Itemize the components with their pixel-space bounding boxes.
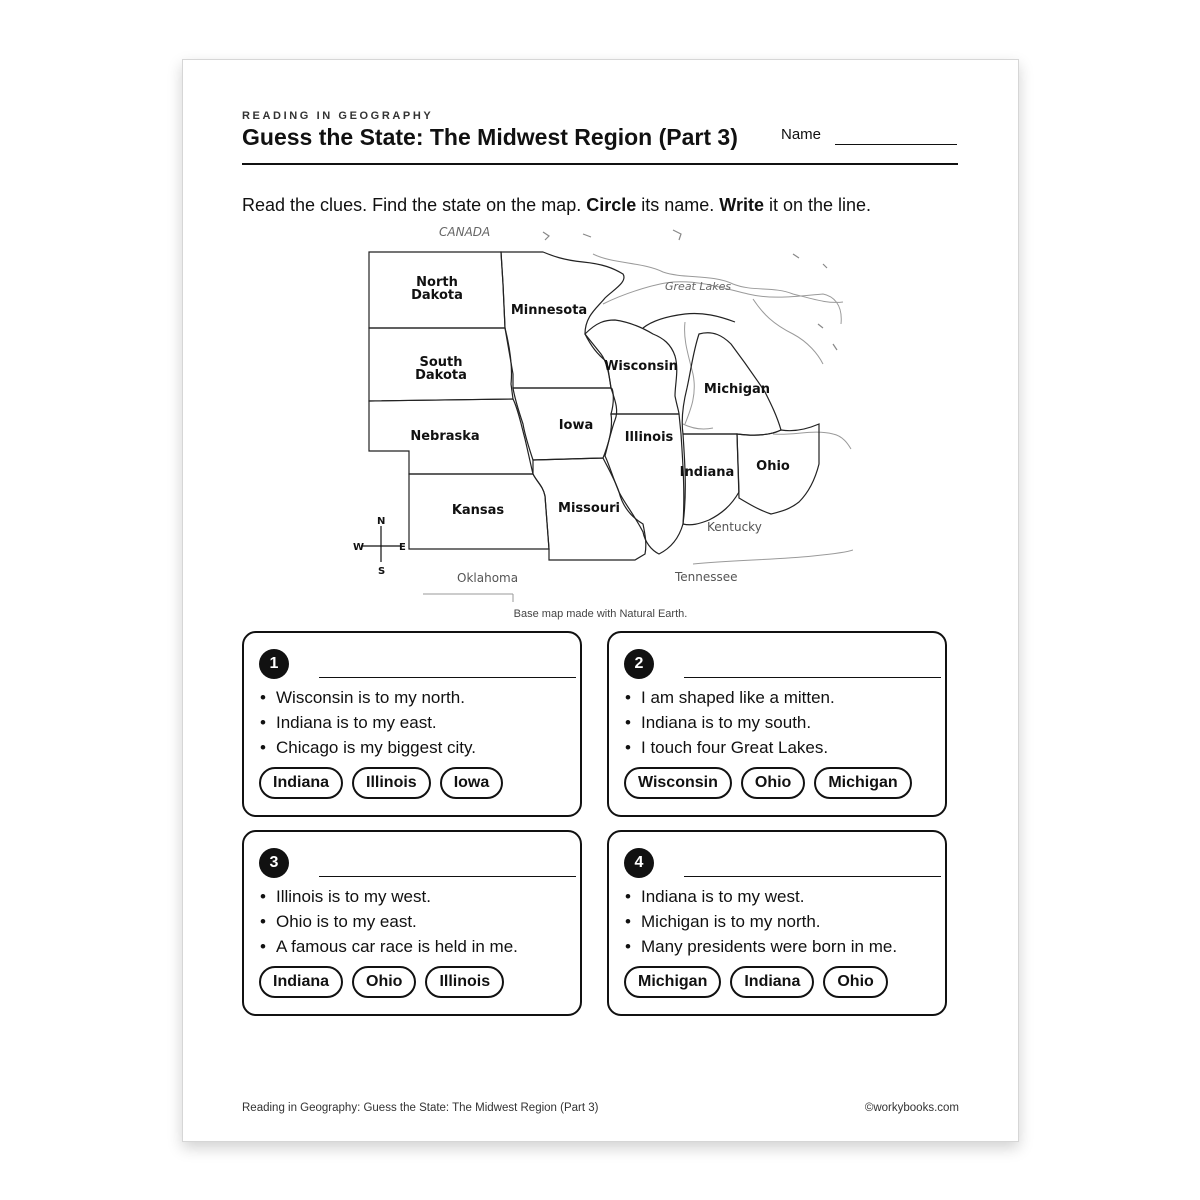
clue-card-1: [242, 631, 582, 817]
card-number-badge: 2: [624, 649, 654, 679]
map-label-missouri: Missouri: [558, 501, 620, 516]
map-label-canada: CANADA: [439, 225, 491, 239]
map-label-north-dakota-1: North: [416, 275, 458, 290]
card-number-badge: 4: [624, 848, 654, 878]
worksheet-title: Guess the State: The Midwest Region (Part 3): [242, 124, 738, 150]
clue-list: [260, 884, 518, 959]
header-divider: [242, 163, 958, 165]
answer-line[interactable]: [684, 677, 941, 678]
map-label-michigan: Michigan: [703, 382, 771, 397]
clue-item: • Illinois is to my west.: [260, 887, 431, 906]
card-number-badge: 1: [259, 649, 289, 679]
map-credit: Base map made with Natural Earth.: [513, 608, 688, 620]
choice-row: [259, 966, 504, 998]
choice-row: [624, 767, 912, 799]
choice-pill-iowa[interactable]: Iowa: [440, 767, 504, 799]
instructions-text-1: Read the clues. Find the state on the map.: [242, 195, 587, 215]
choice-pill-illinois[interactable]: Illinois: [425, 966, 504, 998]
instructions-circle-word: Circle: [586, 195, 637, 215]
worksheet-kicker: READING IN GEOGRAPHY: [242, 110, 434, 122]
clue-list: [260, 685, 476, 760]
map-label-iowa: Iowa: [558, 418, 594, 433]
compass-s: S: [378, 566, 386, 577]
clue-item: • Michigan is to my north.: [625, 912, 821, 931]
map-label-south-dakota-2: Dakota: [415, 368, 467, 383]
choice-pill-ohio[interactable]: Ohio: [352, 966, 416, 998]
choice-pill-ohio[interactable]: Ohio: [823, 966, 887, 998]
instructions-write-word: Write: [719, 195, 764, 215]
midwest-map: [353, 224, 853, 602]
map-label-north-dakota-2: Dakota: [411, 288, 463, 303]
choice-pill-wisconsin[interactable]: Wisconsin: [624, 767, 732, 799]
map-label-ohio: Ohio: [756, 459, 790, 474]
choice-pill-indiana[interactable]: Indiana: [730, 966, 814, 998]
clue-item: • Indiana is to my west.: [625, 887, 805, 906]
map-label-illinois: Illinois: [624, 430, 674, 445]
map-label-great-lakes: Great Lakes: [665, 280, 732, 293]
compass-n: N: [377, 516, 386, 527]
clue-item: • Chicago is my biggest city.: [260, 738, 476, 757]
map-label-minnesota: Minnesota: [510, 303, 588, 318]
worksheet-page: [182, 59, 1019, 1142]
choice-row: [624, 966, 888, 998]
clue-list: [625, 685, 835, 760]
clue-list: [625, 884, 897, 959]
instructions-text-3: it on the line.: [763, 195, 872, 215]
map-label-kansas: Kansas: [451, 503, 505, 518]
card-number-badge: 3: [259, 848, 289, 878]
map-label-kentucky: Kentucky: [707, 520, 762, 534]
clue-card-4: [607, 830, 947, 1016]
map-label-nebraska: Nebraska: [410, 429, 480, 444]
compass-e: E: [399, 542, 406, 553]
footer-title: Reading in Geography: Guess the State: The Midwest Region (Part 3): [242, 1102, 599, 1114]
clue-item: • I am shaped like a mitten.: [625, 688, 835, 707]
clue-card-3: [242, 830, 582, 1016]
clue-item: • Wisconsin is to my north.: [260, 688, 465, 707]
map-label-indiana: Indiana: [679, 465, 735, 480]
answer-line[interactable]: [319, 876, 576, 877]
answer-line[interactable]: [319, 677, 576, 678]
choice-pill-indiana[interactable]: Indiana: [259, 966, 343, 998]
clue-item: • Indiana is to my east.: [260, 713, 437, 732]
clue-item: • I touch four Great Lakes.: [625, 738, 829, 757]
clue-item: • Indiana is to my south.: [625, 713, 812, 732]
clue-card-2: [607, 631, 947, 817]
clue-item: • A famous car race is held in me.: [260, 937, 518, 956]
map-label-wisconsin: Wisconsin: [604, 359, 678, 374]
name-label: Name: [781, 126, 822, 143]
choice-pill-indiana[interactable]: Indiana: [259, 767, 343, 799]
compass-rose: [361, 526, 401, 562]
choice-pill-michigan[interactable]: Michigan: [814, 767, 911, 799]
instructions: [242, 195, 871, 216]
answer-line[interactable]: [684, 876, 941, 877]
clue-item: • Ohio is to my east.: [260, 912, 417, 931]
choice-pill-illinois[interactable]: Illinois: [352, 767, 431, 799]
map-label-oklahoma: Oklahoma: [457, 571, 519, 585]
map-label-tennessee: Tennessee: [675, 570, 738, 584]
choice-pill-ohio[interactable]: Ohio: [741, 767, 805, 799]
footer-copyright: ©workybooks.com: [864, 1102, 959, 1114]
name-field-line[interactable]: [835, 144, 957, 145]
instructions-text-2: its name.: [636, 195, 720, 215]
clue-item: • Many presidents were born in me.: [625, 937, 898, 956]
compass-w: W: [353, 542, 365, 553]
choice-row: [259, 767, 503, 799]
map-label-south-dakota-1: South: [419, 355, 463, 370]
choice-pill-michigan[interactable]: Michigan: [624, 966, 721, 998]
